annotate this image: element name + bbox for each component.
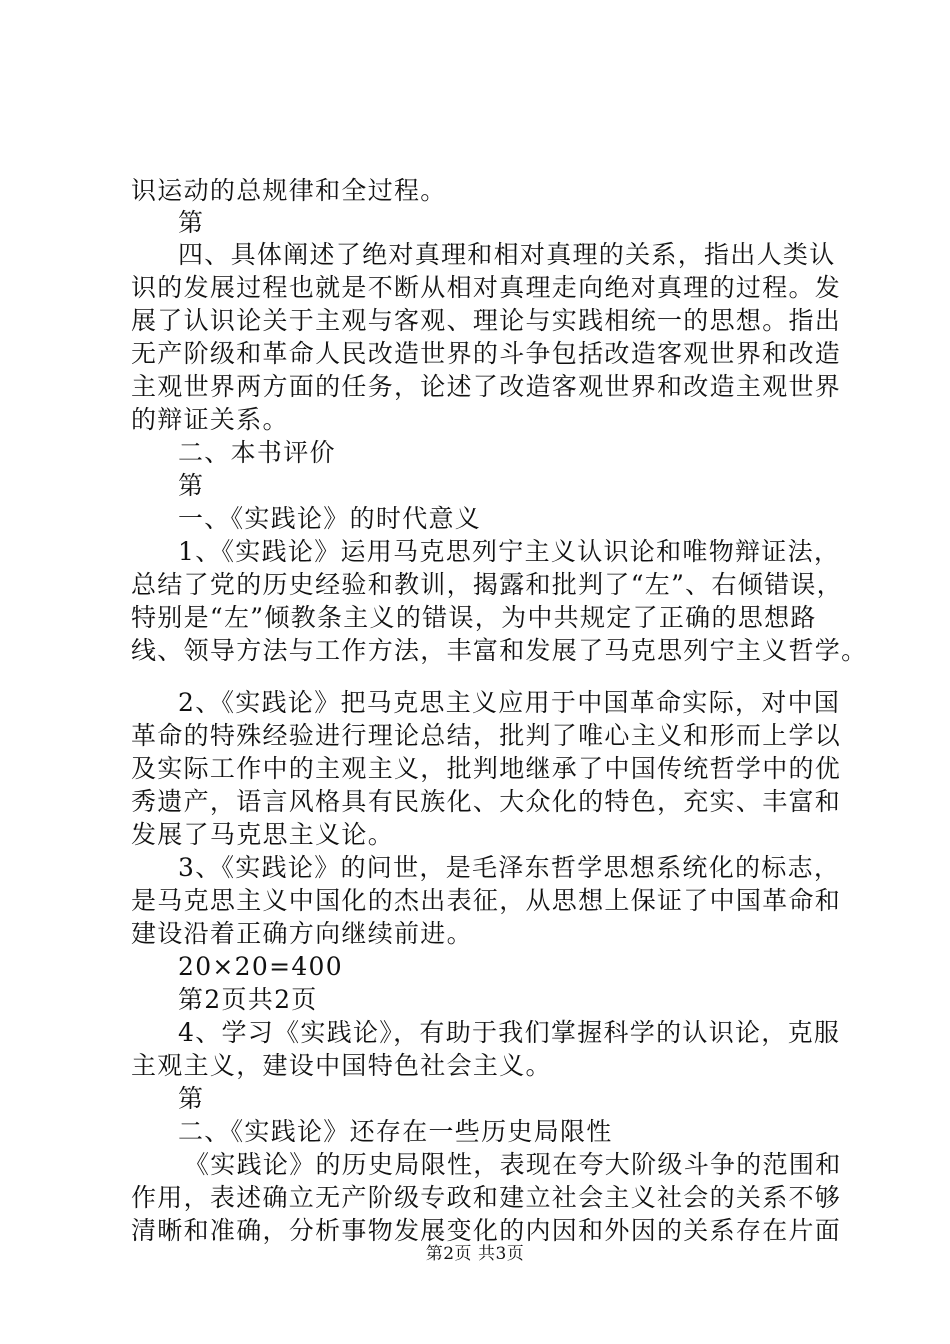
text-line: 1、《实践论》运用马克思列宁主义认识论和唯物辩证法，: [178, 537, 841, 566]
text-line: 识的发展过程也就是不断从相对真理走向绝对真理的过程。发: [131, 273, 842, 302]
text-line: 20×20=400: [178, 952, 343, 981]
text-line: 第: [178, 1084, 205, 1113]
text-line: 4、学习《实践论》，有助于我们掌握科学的认识论，克服: [178, 1018, 841, 1047]
text-line: 第: [178, 208, 205, 237]
text-line: 2、《实践论》把马克思主义应用于中国革命实际，对中国: [178, 688, 841, 717]
text-line: 清晰和准确，分析事物发展变化的内因和外因的关系存在片面: [131, 1216, 842, 1245]
text-line: 总结了党的历史经验和教训，揭露和批判了“左”、右倾错误，: [131, 570, 843, 599]
page-footer: 第2页 共3页: [425, 1244, 525, 1264]
text-line: 第: [178, 471, 205, 500]
text-line: 建设沿着正确方向继续前进。: [131, 919, 473, 948]
text-line: 及实际工作中的主观主义，批判地继承了中国传统哲学中的优: [131, 754, 842, 783]
text-line: 线、领导方法与工作方法，丰富和发展了马克思列宁主义哲学。: [131, 636, 868, 665]
text-line: 主观主义，建设中国特色社会主义。: [131, 1051, 552, 1080]
text-line: 识运动的总规律和全过程。: [131, 176, 447, 205]
text-line: 秀遗产，语言风格具有民族化、大众化的特色，充实、丰富和: [131, 787, 842, 816]
text-line: 革命的特殊经验进行理论总结，批判了唯心主义和形而上学以: [131, 721, 842, 750]
text-line: 第2页共2页: [178, 985, 318, 1014]
section-heading: 一、《实践论》的时代意义: [178, 504, 482, 533]
text-line: 四、具体阐述了绝对真理和相对真理的关系，指出人类认: [178, 240, 836, 269]
text-line: 无产阶级和革命人民改造世界的斗争包括改造客观世界和改造: [131, 339, 842, 368]
text-line: 是马克思主义中国化的杰出表征，从思想上保证了中国革命和: [131, 886, 842, 915]
text-line: 作用，表述确立无产阶级专政和建立社会主义社会的关系不够: [131, 1183, 842, 1212]
text-line: 特别是“左”倾教条主义的错误，为中共规定了正确的思想路: [131, 603, 817, 632]
section-heading: 二、本书评价: [178, 438, 336, 467]
text-line: 展了认识论关于主观与客观、理论与实践相统一的思想。指出: [131, 306, 842, 335]
section-heading: 二、《实践论》还存在一些历史局限性: [178, 1117, 613, 1146]
text-line: 3、《实践论》的问世，是毛泽东哲学思想系统化的标志，: [178, 853, 841, 882]
text-line: 主观世界两方面的任务，论述了改造客观世界和改造主观世界: [131, 372, 842, 401]
text-line: 发展了马克思主义论。: [131, 820, 395, 849]
text-line: 的辩证关系。: [131, 405, 289, 434]
text-line: 《实践论》的历史局限性，表现在夸大阶级斗争的范围和: [184, 1150, 842, 1179]
